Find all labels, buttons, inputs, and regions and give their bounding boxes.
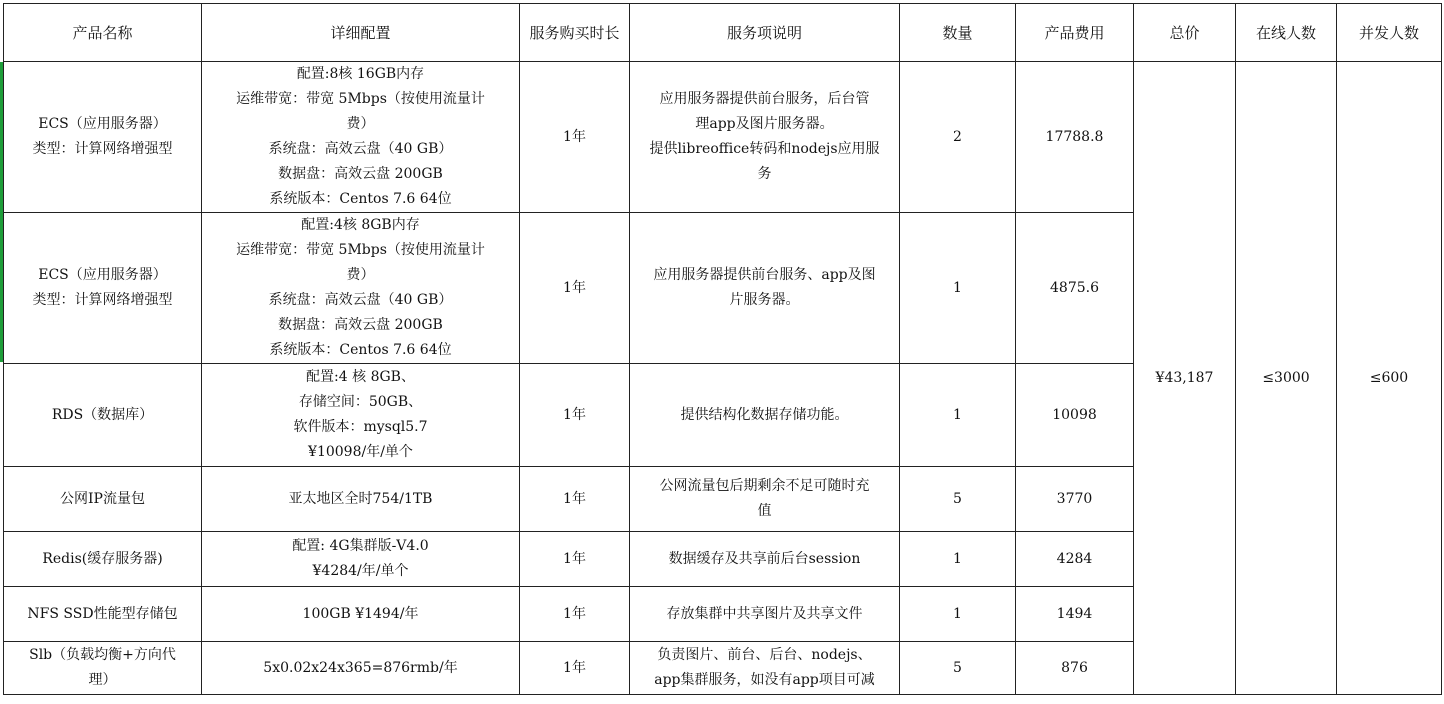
table-row bbox=[4, 62, 1442, 213]
cell-cost[interactable]: 10098 bbox=[1016, 364, 1134, 467]
cell-duration[interactable]: 1年 bbox=[520, 587, 630, 642]
cell-description[interactable]: 应用服务器提供前台服务，后台管 理app及图片服务器。 提供libreoffice转码和nodejs应用服 务 bbox=[630, 62, 900, 213]
cell-concurrent-users[interactable]: ≤600 bbox=[1337, 62, 1442, 695]
cell-description[interactable]: 负责图片、前台、后台、nodejs、 app集群服务，如没有app项目可减 bbox=[630, 642, 900, 695]
cell-description[interactable]: 提供结构化数据存储功能。 bbox=[630, 364, 900, 467]
cell-config[interactable]: 5x0.02x24x365=876rmb/年 bbox=[202, 642, 520, 695]
header-product-name: 产品名称 bbox=[4, 4, 202, 62]
cell-cost[interactable]: 4284 bbox=[1016, 532, 1134, 587]
header-online-users: 在线人数 bbox=[1236, 4, 1337, 62]
header-duration: 服务购买时长 bbox=[520, 4, 630, 62]
header-config: 详细配置 bbox=[202, 4, 520, 62]
cell-description[interactable]: 存放集群中共享图片及共享文件 bbox=[630, 587, 900, 642]
cell-product-name[interactable]: Redis(缓存服务器) bbox=[4, 532, 202, 587]
cell-cost[interactable]: 4875.6 bbox=[1016, 213, 1134, 364]
cell-quantity[interactable]: 1 bbox=[900, 364, 1016, 467]
cell-online-users[interactable]: ≤3000 bbox=[1236, 62, 1337, 695]
header-row bbox=[4, 4, 1442, 62]
cell-quantity[interactable]: 5 bbox=[900, 467, 1016, 532]
cell-duration[interactable]: 1年 bbox=[520, 532, 630, 587]
header-concurrent-users: 并发人数 bbox=[1337, 4, 1442, 62]
cell-description[interactable]: 应用服务器提供前台服务、app及图 片服务器。 bbox=[630, 213, 900, 364]
cell-product-name[interactable]: RDS（数据库） bbox=[4, 364, 202, 467]
pricing-table bbox=[3, 3, 1442, 695]
cell-config[interactable]: 配置:4核 8GB内存 运维带宽：带宽 5Mbps（按使用流量计 费） 系统盘：高效云盘（40 GB） 数据盘：高效云盘 200GB 系统版本：Centos 7.6 64位 bbox=[202, 213, 520, 364]
cell-config[interactable]: 配置:8核 16GB内存 运维带宽：带宽 5Mbps（按使用流量计 费） 系统盘：高效云盘（40 GB） 数据盘：高效云盘 200GB 系统版本：Centos 7.6 64位 bbox=[202, 62, 520, 213]
cell-config[interactable]: 配置: 4G集群版-V4.0 ¥4284/年/单个 bbox=[202, 532, 520, 587]
cell-config[interactable]: 亚太地区全时754/1TB bbox=[202, 467, 520, 532]
cell-description[interactable]: 数据缓存及共享前后台session bbox=[630, 532, 900, 587]
cell-duration[interactable]: 1年 bbox=[520, 62, 630, 213]
header-total: 总价 bbox=[1134, 4, 1236, 62]
cell-product-name[interactable]: NFS SSD性能型存储包 bbox=[4, 587, 202, 642]
header-cost: 产品费用 bbox=[1016, 4, 1134, 62]
cell-cost[interactable]: 1494 bbox=[1016, 587, 1134, 642]
cell-duration[interactable]: 1年 bbox=[520, 213, 630, 364]
cell-duration[interactable]: 1年 bbox=[520, 642, 630, 695]
cell-total[interactable]: ¥43,187 bbox=[1134, 62, 1236, 695]
cell-cost[interactable]: 876 bbox=[1016, 642, 1134, 695]
cell-config[interactable]: 100GB ¥1494/年 bbox=[202, 587, 520, 642]
cell-cost[interactable]: 17788.8 bbox=[1016, 62, 1134, 213]
cell-quantity[interactable]: 1 bbox=[900, 532, 1016, 587]
cell-quantity[interactable]: 2 bbox=[900, 62, 1016, 213]
cell-cost[interactable]: 3770 bbox=[1016, 467, 1134, 532]
cell-quantity[interactable]: 1 bbox=[900, 587, 1016, 642]
header-quantity: 数量 bbox=[900, 4, 1016, 62]
cell-config[interactable]: 配置:4 核 8GB、 存储空间：50GB、 软件版本：mysql5.7 ¥10098/年/单个 bbox=[202, 364, 520, 467]
header-description: 服务项说明 bbox=[630, 4, 900, 62]
cell-duration[interactable]: 1年 bbox=[520, 467, 630, 532]
cell-quantity[interactable]: 1 bbox=[900, 213, 1016, 364]
cell-product-name[interactable]: Slb（负载均衡+方向代 理） bbox=[4, 642, 202, 695]
cell-description[interactable]: 公网流量包后期剩余不足可随时充 值 bbox=[630, 467, 900, 532]
cell-product-name[interactable]: 公网IP流量包 bbox=[4, 467, 202, 532]
cell-product-name[interactable]: ECS（应用服务器） 类型：计算网络增强型 bbox=[4, 62, 202, 213]
cell-product-name[interactable]: ECS（应用服务器） 类型：计算网络增强型 bbox=[4, 213, 202, 364]
cell-duration[interactable]: 1年 bbox=[520, 364, 630, 467]
cell-quantity[interactable]: 5 bbox=[900, 642, 1016, 695]
